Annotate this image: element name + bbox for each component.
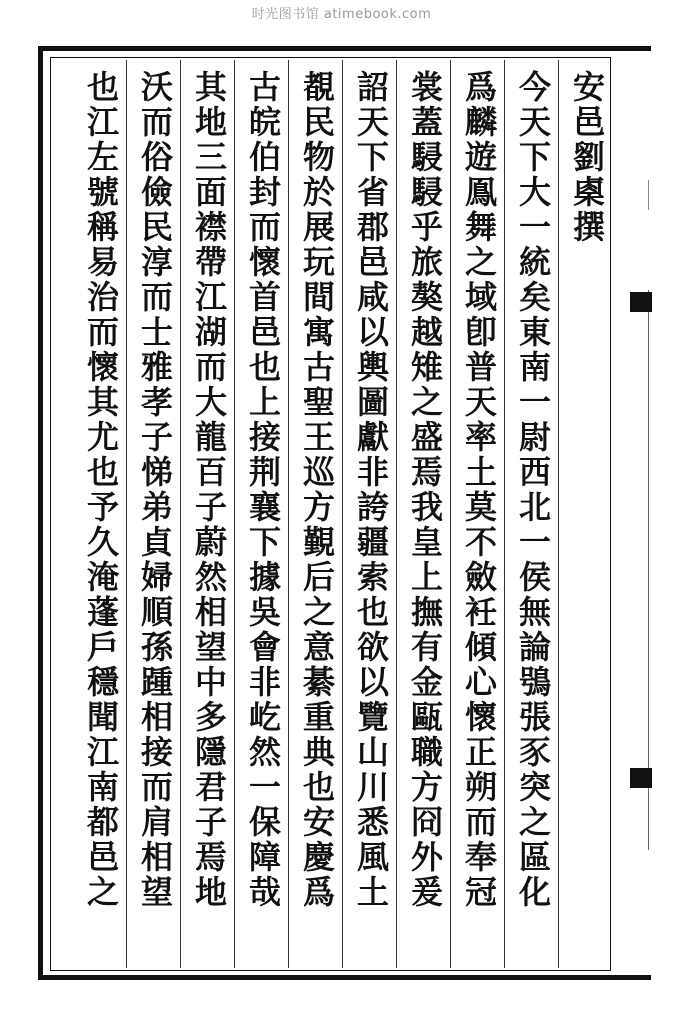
column-rule — [288, 60, 289, 968]
text-column-2: 爲麟遊鳯舞之域卽普天率土莫不斂衽傾心懷正朔而奉冠 — [460, 70, 498, 910]
frame-inner-top-rule — [50, 57, 610, 58]
text-column-5: 覩民物於展玩間寓古聖王巡方覲后之意綦重典也安慶爲 — [298, 70, 336, 910]
page-frame — [38, 46, 651, 980]
page-edge-mark — [648, 180, 649, 210]
text-column-4: 詔天下省郡邑咸以輿圖獻非誇疆索也欲以覽山川悉風土 — [352, 70, 390, 910]
frame-inner-bottom-rule — [50, 970, 610, 971]
column-rule — [234, 60, 235, 968]
column-rule — [342, 60, 343, 968]
site-watermark: 时光图书馆 atimebook.com — [251, 7, 432, 22]
fish-tail-mark-lower — [630, 768, 652, 788]
column-rule — [126, 60, 127, 968]
text-column-1: 今天下大一統矣東南一尉西北一侯無論鴞張豕突之區化 — [514, 70, 552, 910]
author-line: 安邑劉㮚撰 — [568, 70, 606, 245]
frame-right-rule — [610, 57, 611, 971]
page-edge-line — [648, 290, 649, 850]
column-rule — [450, 60, 451, 968]
text-column-8: 沃而俗儉民淳而士雅孝子悌弟貞婦順孫踵相接而肩相望 — [136, 70, 174, 910]
column-rule — [396, 60, 397, 968]
text-column-6: 古皖伯封而懷首邑也上接荆襄下據吳會非屹然一保障哉 — [244, 70, 282, 910]
column-rule — [558, 60, 559, 968]
text-column-9: 也江左號稱易治而懷其尤也予久淹蓬戶穩聞江南都邑之 — [82, 70, 120, 910]
column-rule — [504, 60, 505, 968]
column-rule — [180, 60, 181, 968]
text-column-3: 裳蓋駸駸乎旅獒越雉之盛焉我皇上撫有金甌職方冏外爰 — [406, 70, 444, 910]
fish-tail-mark-upper — [630, 292, 652, 312]
text-column-7: 其地三面襟帶江湖而大龍百子蔚然相望中多隱君子焉地 — [190, 70, 228, 910]
frame-inner-left-rule — [50, 57, 51, 971]
